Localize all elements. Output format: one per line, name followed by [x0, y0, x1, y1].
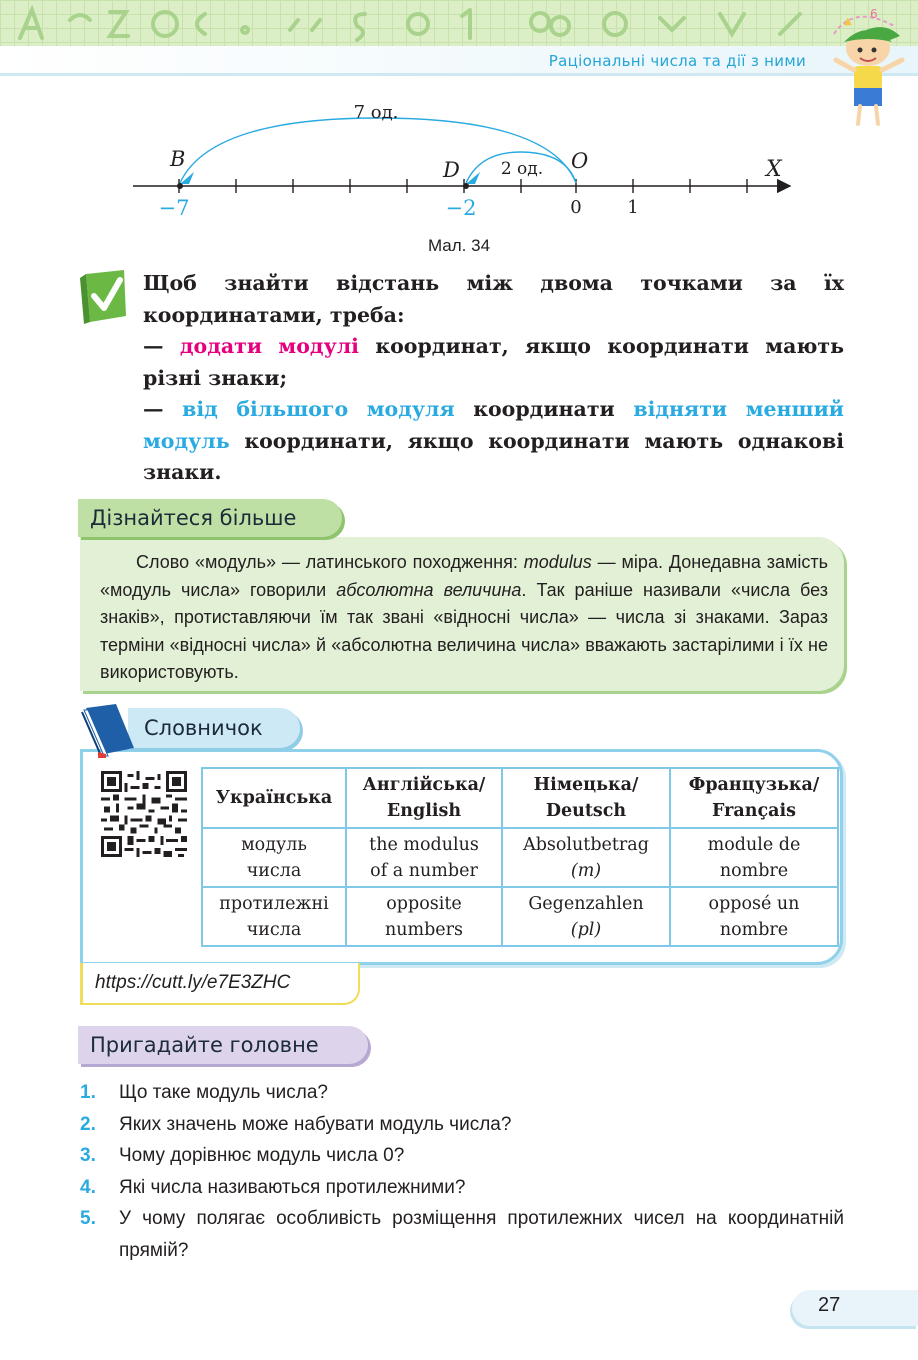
table-cell: модуль числа [202, 828, 346, 887]
table-header-cell: Англійська/ English [346, 768, 502, 828]
rule-intro: Щоб знайти відстань між двома точками за їх координатами, треба: [143, 271, 844, 327]
svg-text:▲: ▲ [844, 16, 852, 27]
table-cell: the modulus of a number [346, 828, 502, 887]
rule-highlight-add: додати модулі [179, 334, 359, 358]
table-cell: Absolutbetrag (m) [502, 828, 670, 887]
table-header-cell: Французька/ Français [670, 768, 838, 828]
point-d-label: D [443, 158, 460, 182]
page-number-tab [792, 1290, 918, 1326]
learn-more-text: Слово «модуль» — латинського походження: modulus — міра. Донедавна замість «модуль числа» говорили абсолютна величина. Так раніше називали «числа без знаків», протиставляючи їм так звані «відносні числа» — числа зі знаками. Зараз терміни «відносні числа» й «абсолютна величина числа» вважають застарілими і їх не використовують. [100, 552, 828, 682]
questions-list [80, 1077, 844, 1266]
question-number: 3. [80, 1145, 96, 1166]
point-b-dot [177, 183, 183, 189]
table-header-cell: Українська [202, 768, 346, 828]
coord-zero-label: 0 [570, 197, 582, 218]
rule-item-1: — додати модулі координат, якщо координати мають різні знаки; [143, 334, 844, 390]
point-d-dot [463, 183, 469, 189]
point-o-label: O [571, 149, 589, 173]
table-row [202, 887, 838, 946]
list-item [80, 1203, 844, 1266]
table-cell: Gegenzahlen (pl) [502, 887, 670, 946]
dictionary-heading: Словничок [128, 708, 300, 748]
table-header-row [202, 768, 838, 828]
question-number: 4. [80, 1176, 96, 1198]
rule-highlight-larger: від більшого модуля [182, 397, 455, 421]
dictionary-url-link[interactable]: https://cutt.ly/e7E3ZHC [80, 963, 360, 1005]
table-cell: opposite numbers [346, 887, 502, 946]
table-cell: module de nombre [670, 828, 838, 887]
table-header-cell: Німецька/ Deutsch [502, 768, 670, 828]
point-b-label: B [170, 147, 186, 171]
rule-block [143, 268, 844, 489]
arc-small-label: 2 од. [500, 159, 544, 179]
dictionary-table [201, 767, 839, 947]
question-text: Чому дорівнює модуль числа 0? [119, 1145, 405, 1166]
header-doodle-band [0, 0, 918, 46]
coord-d-label: −2 [445, 196, 477, 220]
learn-more-heading: Дізнайтеся більше [78, 499, 342, 537]
table-cell: протилежні числа [202, 887, 346, 946]
arc-big-label: 7 од. [353, 102, 399, 123]
coord-one-label: 1 [627, 197, 639, 218]
question-text: Які числа називаються протилежними? [119, 1176, 466, 1198]
question-text: Яких значень може набувати модуль числа? [119, 1113, 512, 1135]
list-item [80, 1140, 844, 1172]
question-number: 1. [80, 1082, 96, 1103]
book-icon [76, 702, 146, 758]
checkmark-icon [80, 268, 130, 324]
rule-item-2: — від більшого модуля координати відняти менший модуль координати, якщо координати мають однакові знаки. [143, 397, 844, 484]
list-item [80, 1109, 844, 1141]
list-item [80, 1172, 844, 1204]
question-number: 5. [80, 1208, 96, 1229]
coord-b-label: −7 [158, 196, 190, 220]
qr-code-icon [101, 771, 187, 857]
figure-caption: Мал. 34 [427, 236, 491, 255]
axis-x-label: X [766, 157, 782, 182]
table-row [202, 828, 838, 887]
question-number: 2. [80, 1113, 96, 1135]
chapter-title: Раціональні числа та дії з ними [548, 52, 806, 70]
table-cell: opposé un nombre [670, 887, 838, 946]
math-doodles-decoration [0, 0, 820, 46]
recall-heading: Пригадайте головне [78, 1026, 368, 1064]
list-item [80, 1077, 844, 1109]
rule-highlight-subtract: відняти менший модуль [143, 397, 844, 453]
learn-more-box [80, 537, 844, 691]
mascot-boy-illustration [826, 4, 912, 128]
question-text: У чому полягає особливість розміщення протилежних чисел на координатній прямій? [119, 1208, 844, 1261]
question-text: Що таке модуль числа? [119, 1082, 328, 1103]
page-number: 27 [818, 1294, 841, 1316]
svg-text:6: 6 [870, 7, 878, 21]
